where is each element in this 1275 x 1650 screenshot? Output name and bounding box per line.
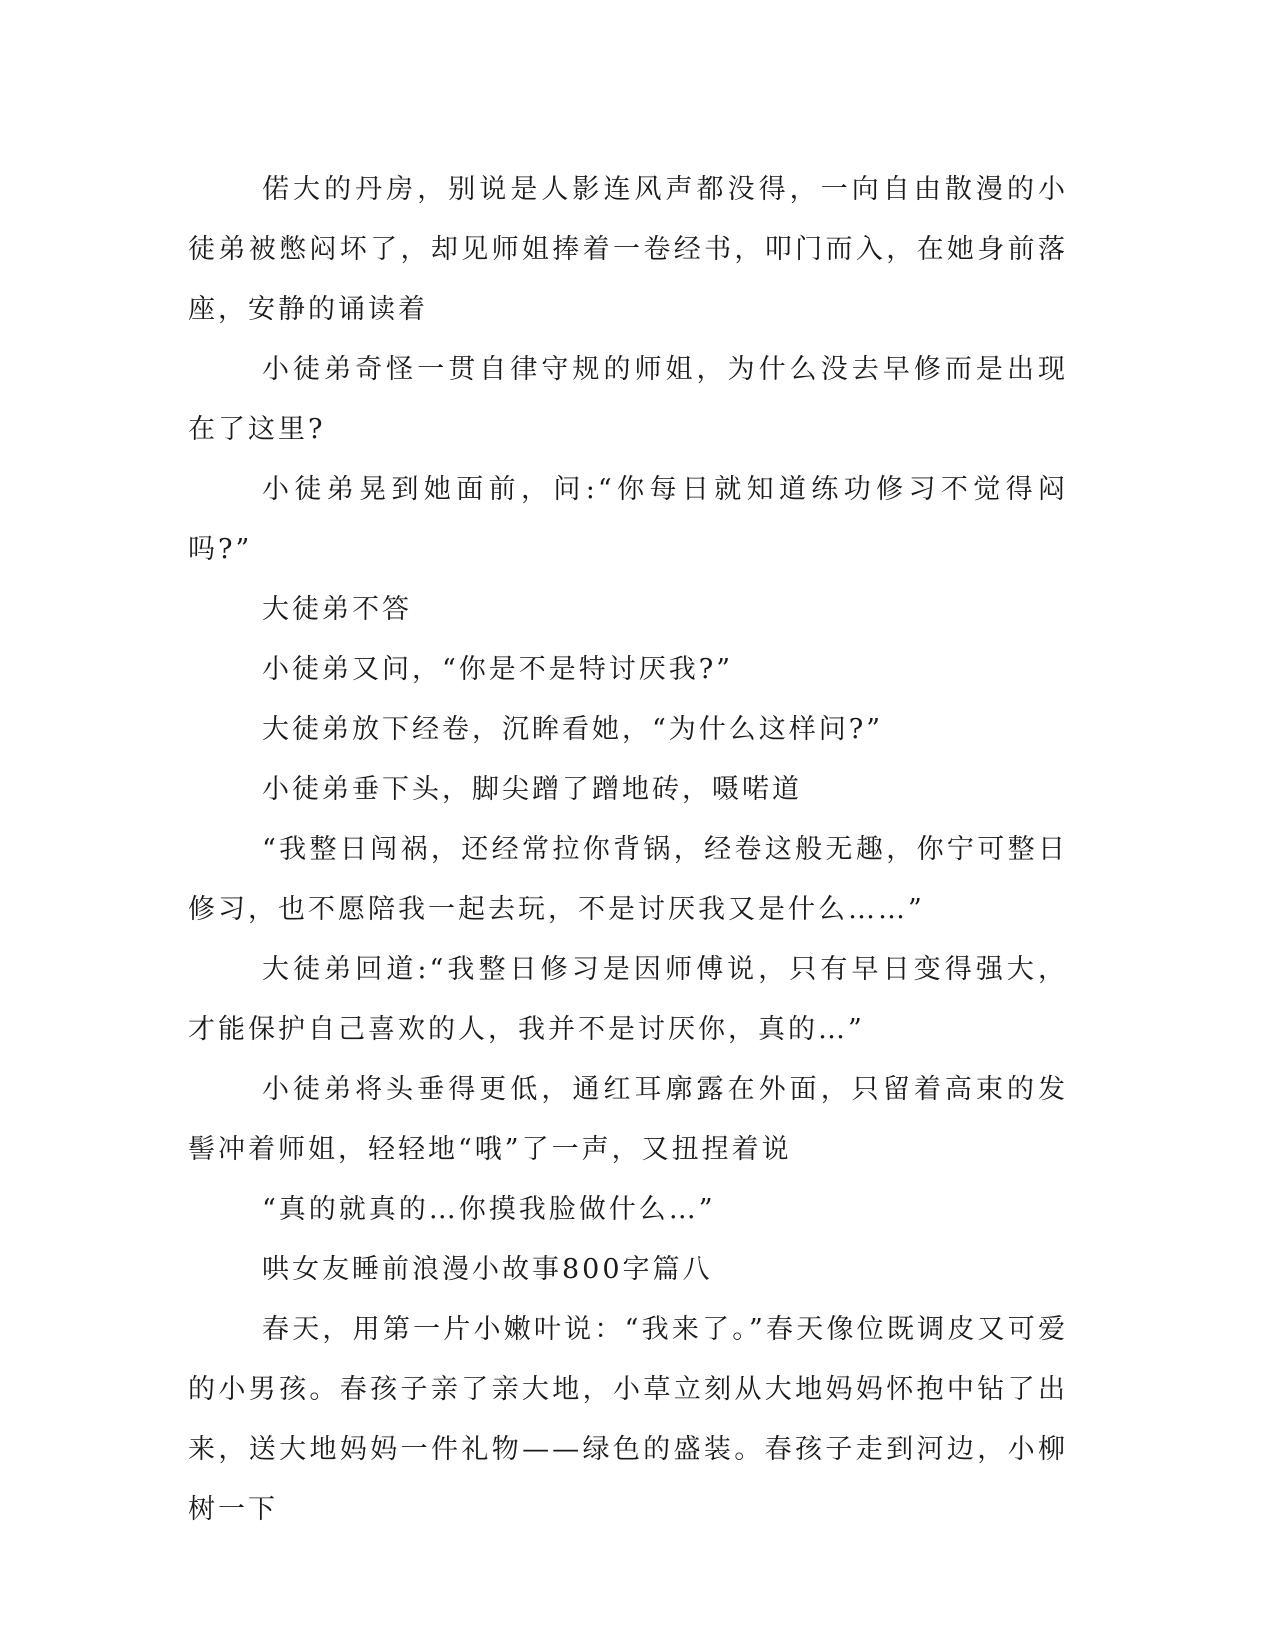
paragraph: 春天，用第一片小嫩叶说：“我来了。”春天像位既调皮又可爱的小男孩。春孩子亲了亲大地，小草立刻从大地妈妈怀抱中钻了出来，送大地妈妈一件礼物——绿色的盛装。春孩子走到河边，小柳树一下 bbox=[188, 1314, 1068, 1525]
paragraph: 大徒弟回道:“我整日修习是因师傅说，只有早日变得强大，才能保护自己喜欢的人，我并不是讨厌你，真的…” bbox=[188, 954, 1068, 1045]
section-heading: 哄女友睡前浪漫小故事800字篇八 bbox=[262, 1254, 713, 1285]
document-body bbox=[188, 160, 1068, 1540]
paragraph: 小徒弟晃到她面前，问:“你每日就知道练功修习不觉得闷吗?” bbox=[188, 474, 1068, 565]
paragraph: 小徒弟垂下头，脚尖蹭了蹭地砖，嗫喏道 bbox=[262, 774, 802, 805]
paragraph: 大徒弟放下经卷，沉眸看她，“为什么这样问?” bbox=[262, 714, 884, 745]
paragraph: 小徒弟又问，“你是不是特讨厌我?” bbox=[262, 654, 734, 685]
paragraph: 大徒弟不答 bbox=[262, 594, 412, 625]
paragraph: 小徒弟奇怪一贯自律守规的师姐，为什么没去早修而是出现在了这里? bbox=[188, 354, 1068, 445]
paragraph: “我整日闯祸，还经常拉你背锅，经卷这般无趣，你宁可整日修习，也不愿陪我一起去玩，不是讨厌我又是什么……” bbox=[188, 834, 1068, 925]
paragraph: 小徒弟将头垂得更低，通红耳廓露在外面，只留着高束的发髻冲着师姐，轻轻地“哦”了一声，又扭捏着说 bbox=[188, 1074, 1068, 1165]
paragraph: 偌大的丹房，别说是人影连风声都没得，一向自由散漫的小徒弟被憋闷坏了，却见师姐捧着一卷经书，叩门而入，在她身前落座，安静的诵读着 bbox=[188, 174, 1068, 325]
paragraph: “真的就真的…你摸我脸做什么…” bbox=[262, 1194, 716, 1225]
